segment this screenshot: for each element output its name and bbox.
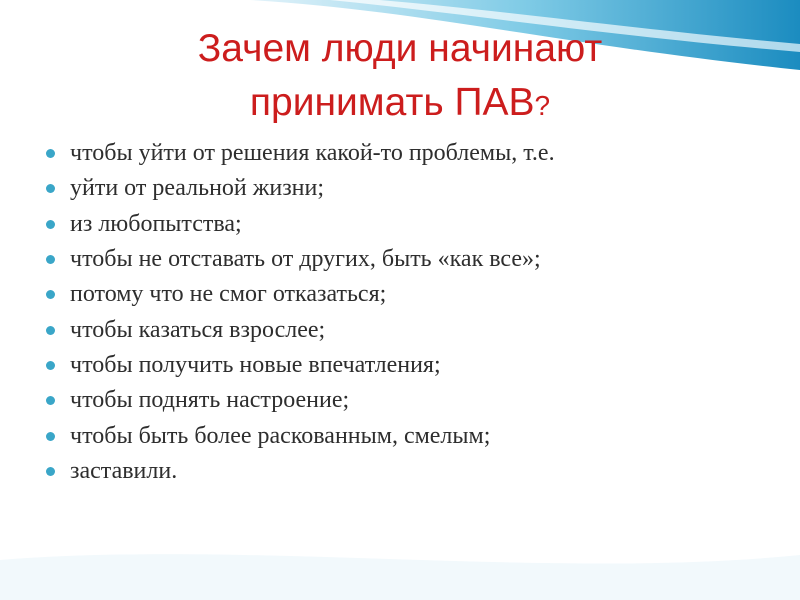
list-item xyxy=(46,242,786,277)
title-line-1: Зачем люди начинают xyxy=(197,27,603,70)
slide-title xyxy=(100,22,700,133)
bullet-icon xyxy=(46,149,55,158)
bullet-icon xyxy=(46,184,55,193)
list-item-text: чтобы уйти от решения какой-то проблемы, т.е. xyxy=(70,140,555,167)
bullet-icon xyxy=(46,220,55,229)
list-item-text: чтобы быть более раскованным, смелым; xyxy=(70,422,491,449)
list-item xyxy=(46,207,786,242)
bullet-icon xyxy=(46,290,55,299)
list-item-text: из любопытства; xyxy=(70,210,242,237)
bullet-icon xyxy=(46,432,55,441)
list-item xyxy=(46,277,786,312)
title-question-mark: ? xyxy=(534,90,551,121)
list-item xyxy=(46,454,786,489)
list-item-text: чтобы казаться взрослее; xyxy=(70,316,326,343)
bullet-icon xyxy=(46,326,55,335)
list-item-text: потому что не смог отказаться; xyxy=(70,281,387,308)
list-item xyxy=(46,312,786,347)
list-item xyxy=(46,383,786,418)
list-item-text: чтобы поднять настроение; xyxy=(70,387,350,414)
reasons-list xyxy=(46,136,786,489)
list-item xyxy=(46,348,786,383)
title-line-2 xyxy=(100,76,700,133)
wave-bottom-tint xyxy=(0,554,800,600)
list-item xyxy=(46,136,786,171)
bullet-icon xyxy=(46,467,55,476)
bullet-icon xyxy=(46,255,55,264)
list-item-text: уйти от реальной жизни; xyxy=(70,175,325,202)
list-item-text: чтобы не отставать от других, быть «как все»; xyxy=(70,246,541,273)
list-item-text: заставили. xyxy=(70,457,178,484)
list-item xyxy=(46,171,786,206)
bullet-icon xyxy=(46,361,55,370)
list-item xyxy=(46,418,786,453)
title-line-2-text: принимать ПАВ xyxy=(249,81,535,124)
list-item-text: чтобы получить новые впечатления; xyxy=(70,351,441,378)
bullet-icon xyxy=(46,396,55,405)
